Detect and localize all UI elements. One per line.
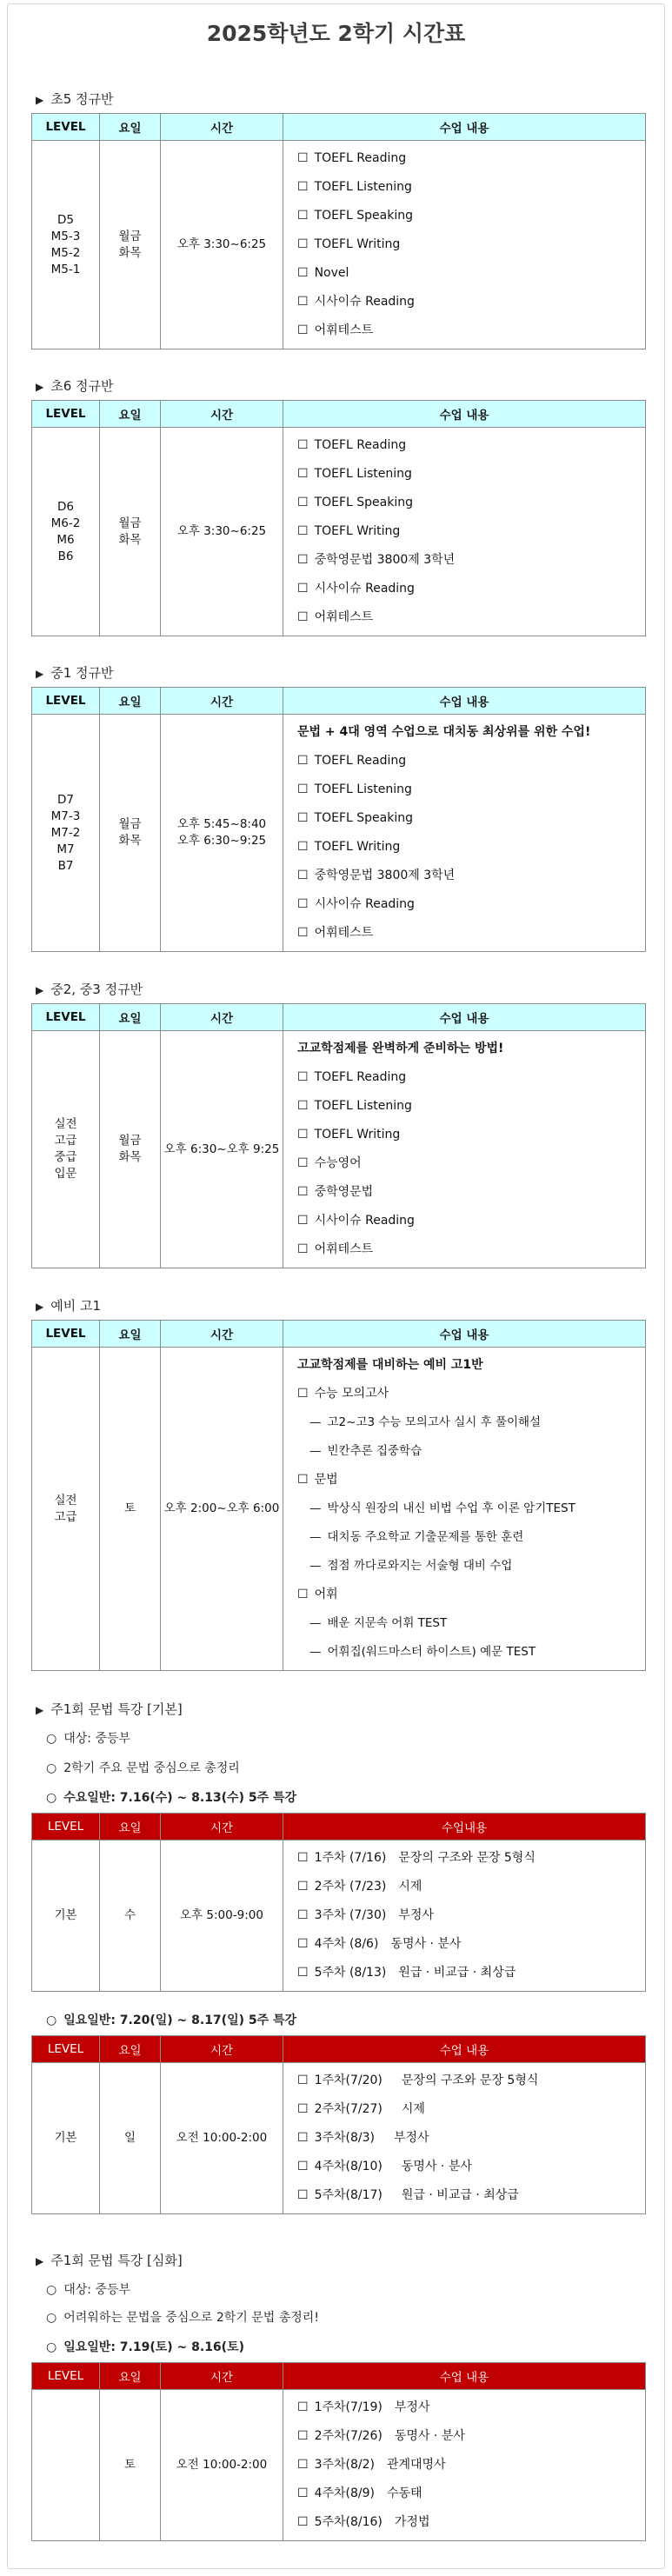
description-line: ○ 2학기 주요 문법 중심으로 총정리 bbox=[46, 1761, 240, 1775]
list-item: ☐ 2주차(7/26) 동명사 · 분사 bbox=[297, 2429, 465, 2443]
triangle-icon: ▶ bbox=[36, 984, 44, 996]
list-item: ☐ 문법 bbox=[297, 1473, 338, 1487]
checkbox-icon: ☐ bbox=[297, 1880, 309, 1894]
checkbox-icon: ☐ bbox=[297, 1185, 309, 1199]
checkbox-icon: ☐ bbox=[297, 1851, 309, 1865]
checkbox-icon: ☐ bbox=[297, 2400, 309, 2414]
section-title: ▶ 중2, 중3 정규반 bbox=[36, 982, 143, 997]
table-row bbox=[32, 715, 646, 952]
list-item: ☐ 어휘테스트 bbox=[297, 1242, 374, 1256]
time-cell: 오후 3:30~6:25 bbox=[161, 428, 283, 636]
schedule-table bbox=[31, 2362, 646, 2541]
triangle-icon: ▶ bbox=[36, 381, 44, 393]
table-row bbox=[32, 2390, 646, 2541]
day-cell: 토 bbox=[100, 2390, 161, 2541]
table-row bbox=[32, 141, 646, 349]
list-item: ☐ TOEFL Speaking bbox=[297, 811, 414, 825]
checkbox-icon: ☐ bbox=[297, 496, 309, 509]
sub-item: — 박상식 원장의 내신 비법 수업 후 이론 암기TEST bbox=[309, 1501, 576, 1515]
checkbox-icon: ☐ bbox=[297, 2188, 309, 2202]
sub-item: — 배운 지문속 어휘 TEST bbox=[309, 1616, 448, 1630]
checkbox-icon: ☐ bbox=[297, 610, 309, 624]
sub-item: — 고2~고3 수능 모의고사 실시 후 풀이해설 bbox=[309, 1415, 542, 1429]
checkbox-icon: ☐ bbox=[297, 524, 309, 538]
table-header-row: LEVEL 요일 시간 수업내용 bbox=[32, 1814, 646, 1840]
triangle-icon: ▶ bbox=[36, 94, 44, 106]
circle-icon: ○ bbox=[46, 1732, 57, 1746]
table-row bbox=[32, 1031, 646, 1268]
list-item: ☐ TOEFL Listening bbox=[297, 1099, 412, 1113]
list-item: ☐ 5주차(8/16) 가정법 bbox=[297, 2515, 430, 2529]
time-cell: 오후 5:00-9:00 bbox=[161, 1840, 283, 1992]
checkbox-icon: ☐ bbox=[297, 2458, 309, 2472]
content-cell bbox=[283, 141, 646, 349]
day-cell: 수 bbox=[100, 1840, 161, 1992]
checkbox-icon: ☐ bbox=[297, 209, 309, 223]
list-item: ☐ 4주차(8/10) 동명사 · 분사 bbox=[297, 2160, 472, 2173]
schedule-table bbox=[31, 1003, 646, 1268]
header-level: LEVEL bbox=[32, 114, 100, 141]
list-item: ☐ 3주차(8/2) 관계대명사 bbox=[297, 2458, 446, 2472]
table-row bbox=[32, 1348, 646, 1671]
checkbox-icon: ☐ bbox=[297, 1242, 309, 1256]
list-item: ☐ 4주차 (8/6) 동명사 · 분사 bbox=[297, 1937, 462, 1951]
checkbox-icon: ☐ bbox=[297, 1214, 309, 1228]
checkbox-icon: ☐ bbox=[297, 2102, 309, 2116]
content-cell bbox=[283, 428, 646, 636]
checkbox-icon: ☐ bbox=[297, 1156, 309, 1170]
time-cell: 오후 2:00~오후 6:00 bbox=[161, 1348, 283, 1671]
list-item: ☐ TOEFL Writing bbox=[297, 237, 401, 251]
target-line: ○ 대상: 중등부 bbox=[46, 1732, 131, 1746]
list-item: ☐ 3주차(8/3) 부정사 bbox=[297, 2131, 429, 2145]
list-item: ☐ 5주차 (8/13) 원급 · 비교급 · 최상급 bbox=[297, 1966, 516, 1980]
content-cell bbox=[283, 2390, 646, 2541]
day-cell: 월금 화목 bbox=[100, 1031, 161, 1268]
table-row bbox=[32, 428, 646, 636]
list-item: ☐ TOEFL Reading bbox=[297, 754, 407, 768]
table-row bbox=[32, 2063, 646, 2214]
level-cell: 기본 bbox=[32, 1840, 100, 1992]
list-item: ☐ Novel bbox=[297, 266, 349, 280]
day-cell: 일 bbox=[100, 2063, 161, 2214]
wednesday-heading: ○ 수요일반: 7.16(수) ~ 8.13(수) 5주 특강 bbox=[46, 1791, 297, 1805]
content-cell bbox=[283, 2063, 646, 2214]
level-cell: 실전 고급 중급 입문 bbox=[32, 1031, 100, 1268]
target-line: ○ 대상: 중등부 bbox=[46, 2283, 131, 2297]
schedule-table bbox=[31, 687, 646, 952]
checkbox-icon: ☐ bbox=[297, 2073, 309, 2087]
checkbox-icon: ☐ bbox=[297, 266, 309, 280]
checkbox-icon: ☐ bbox=[297, 1966, 309, 1980]
content-headline: 문법 + 4대 영역 수업으로 대치동 최상위를 위한 수업! bbox=[297, 725, 591, 739]
content-cell bbox=[283, 1031, 646, 1268]
circle-icon: ○ bbox=[46, 1761, 57, 1775]
section-title: ▶ 예비 고1 bbox=[36, 1298, 102, 1314]
checkbox-icon: ☐ bbox=[297, 840, 309, 854]
list-item: ☐ 시사이슈 Reading bbox=[297, 582, 415, 596]
triangle-icon: ▶ bbox=[36, 1301, 44, 1313]
list-item: ☐ 어휘테스트 bbox=[297, 926, 374, 940]
list-item: ☐ TOEFL Writing bbox=[297, 1128, 401, 1142]
sub-item: — 대치동 주요학교 기출문제를 통한 훈련 bbox=[309, 1530, 524, 1544]
checkbox-icon: ☐ bbox=[297, 582, 309, 596]
schedule-table bbox=[31, 113, 646, 349]
list-item: ☐ 중학영문법 3800제 3학년 bbox=[297, 869, 456, 882]
table-row bbox=[32, 1840, 646, 1992]
triangle-icon: ▶ bbox=[36, 668, 44, 680]
checkbox-icon: ☐ bbox=[297, 237, 309, 251]
class-heading: ○ 일요일반: 7.19(토) ~ 8.16(토) bbox=[46, 2340, 244, 2354]
page-title: 2025학년도 2학기 시간표 bbox=[206, 21, 466, 46]
circle-icon: ○ bbox=[46, 1791, 57, 1805]
triangle-icon: ▶ bbox=[36, 1704, 44, 1716]
list-item: ☐ 중학영문법 bbox=[297, 1185, 374, 1199]
day-cell: 토 bbox=[100, 1348, 161, 1671]
time-cell: 오후 3:30~6:25 bbox=[161, 141, 283, 349]
list-item: ☐ 1주차 (7/16) 문장의 구조와 문장 5형식 bbox=[297, 1851, 536, 1865]
checkbox-icon: ☐ bbox=[297, 553, 309, 567]
list-item: ☐ 2주차(7/27) 시제 bbox=[297, 2102, 425, 2116]
level-cell: D5 M5-3 M5-2 M5-1 bbox=[32, 141, 100, 349]
section-title: ▶ 주1회 문법 특강 [기본] bbox=[36, 1701, 183, 1717]
checkbox-icon: ☐ bbox=[297, 1099, 309, 1113]
time-cell: 오전 10:00-2:00 bbox=[161, 2063, 283, 2214]
content-cell bbox=[283, 1840, 646, 1992]
list-item: ☐ TOEFL Listening bbox=[297, 180, 412, 194]
list-item: ☐ 3주차 (7/30) 부정사 bbox=[297, 1908, 434, 1922]
list-item: ☐ TOEFL Writing bbox=[297, 524, 401, 538]
content-headline: 고교학점제를 완벽하게 준비하는 방법! bbox=[297, 1042, 504, 1055]
day-cell: 월금 화목 bbox=[100, 141, 161, 349]
section-title: ▶ 중1 정규반 bbox=[36, 665, 114, 681]
description-line: ○ 어려워하는 문법을 중심으로 2학기 문법 총정리! bbox=[46, 2311, 319, 2325]
list-item: ☐ 1주차(7/19) 부정사 bbox=[297, 2400, 430, 2414]
checkbox-icon: ☐ bbox=[297, 897, 309, 911]
list-item: ☐ TOEFL Writing bbox=[297, 840, 401, 854]
schedule-table bbox=[31, 1320, 646, 1671]
content-headline: 고교학점제를 대비하는 예비 고1반 bbox=[297, 1358, 483, 1372]
sub-item: — 빈칸추론 집중학습 bbox=[309, 1444, 422, 1458]
list-item: ☐ TOEFL Listening bbox=[297, 467, 412, 481]
checkbox-icon: ☐ bbox=[297, 1387, 309, 1401]
checkbox-icon: ☐ bbox=[297, 151, 309, 165]
checkbox-icon: ☐ bbox=[297, 1588, 309, 1601]
level-cell bbox=[32, 2390, 100, 2541]
sub-item: — 어휘집(워드마스터 하이스트) 예문 TEST bbox=[309, 1645, 536, 1659]
checkbox-icon: ☐ bbox=[297, 467, 309, 481]
checkbox-icon: ☐ bbox=[297, 323, 309, 337]
table-header-row: LEVEL 요일 시간 수업 내용 bbox=[32, 401, 646, 428]
checkbox-icon: ☐ bbox=[297, 295, 309, 309]
header-day: 요일 bbox=[100, 114, 161, 141]
table-header-row bbox=[32, 114, 646, 141]
time-cell: 오후 6:30~오후 9:25 bbox=[161, 1031, 283, 1268]
table-header-row: LEVEL 요일 시간 수업 내용 bbox=[32, 1004, 646, 1031]
checkbox-icon: ☐ bbox=[297, 1128, 309, 1142]
list-item: ☐ 중학영문법 3800제 3학년 bbox=[297, 553, 456, 567]
list-item: ☐ 1주차(7/20) 문장의 구조와 문장 5형식 bbox=[297, 2073, 539, 2087]
list-item: ☐ 어휘테스트 bbox=[297, 323, 374, 337]
checkbox-icon: ☐ bbox=[297, 811, 309, 825]
checkbox-icon: ☐ bbox=[297, 1908, 309, 1922]
list-item: ☐ 수능영어 bbox=[297, 1156, 362, 1170]
content-cell bbox=[283, 1348, 646, 1671]
checkbox-icon: ☐ bbox=[297, 1070, 309, 1084]
checkbox-icon: ☐ bbox=[297, 2486, 309, 2500]
list-item: ☐ 2주차 (7/23) 시제 bbox=[297, 1880, 422, 1894]
triangle-icon: ▶ bbox=[36, 2255, 44, 2267]
day-cell: 월금 화목 bbox=[100, 428, 161, 636]
header-content: 수업 내용 bbox=[283, 114, 646, 141]
section-title: ▶ 초6 정규반 bbox=[36, 378, 114, 394]
checkbox-icon: ☐ bbox=[297, 782, 309, 796]
checkbox-icon: ☐ bbox=[297, 2515, 309, 2529]
table-header-row: LEVEL 요일 시간 수업 내용 bbox=[32, 688, 646, 715]
list-item: ☐ 시사이슈 Reading bbox=[297, 897, 415, 911]
level-cell: D6 M6-2 M6 B6 bbox=[32, 428, 100, 636]
list-item: ☐ 시사이슈 Reading bbox=[297, 295, 415, 309]
list-item: ☐ TOEFL Reading bbox=[297, 438, 407, 452]
time-cell: 오후 5:45~8:40 오후 6:30~9:25 bbox=[161, 715, 283, 952]
list-item: ☐ 어휘 bbox=[297, 1588, 338, 1601]
checkbox-icon: ☐ bbox=[297, 2131, 309, 2145]
section-title: ▶ 주1회 문법 특강 [심화] bbox=[36, 2253, 183, 2268]
list-item: ☐ TOEFL Speaking bbox=[297, 496, 414, 509]
content-cell bbox=[283, 715, 646, 952]
level-cell: 기본 bbox=[32, 2063, 100, 2214]
table-header-row: LEVEL 요일 시간 수업 내용 bbox=[32, 1321, 646, 1348]
schedule-table bbox=[31, 2035, 646, 2214]
checkbox-icon: ☐ bbox=[297, 869, 309, 882]
level-cell: 실전 고급 bbox=[32, 1348, 100, 1671]
list-item: ☐ 5주차(8/17) 원급 · 비교급 · 최상급 bbox=[297, 2188, 519, 2202]
checkbox-icon: ☐ bbox=[297, 1937, 309, 1951]
circle-icon: ○ bbox=[46, 2340, 57, 2354]
checkbox-icon: ☐ bbox=[297, 2429, 309, 2443]
table-header-row: LEVEL 요일 시간 수업 내용 bbox=[32, 2036, 646, 2063]
schedule-page bbox=[7, 3, 665, 2569]
header-time: 시간 bbox=[161, 114, 283, 141]
checkbox-icon: ☐ bbox=[297, 1473, 309, 1487]
checkbox-icon: ☐ bbox=[297, 438, 309, 452]
checkbox-icon: ☐ bbox=[297, 2160, 309, 2173]
list-item: ☐ TOEFL Reading bbox=[297, 151, 407, 165]
level-cell: D7 M7-3 M7-2 M7 B7 bbox=[32, 715, 100, 952]
list-item: ☐ 수능 모의고사 bbox=[297, 1387, 389, 1401]
schedule-table bbox=[31, 400, 646, 636]
time-cell: 오전 10:00-2:00 bbox=[161, 2390, 283, 2541]
circle-icon: ○ bbox=[46, 2283, 57, 2297]
sub-item: — 점점 까다로와지는 서술형 대비 수업 bbox=[309, 1559, 513, 1573]
table-header-row: LEVEL 요일 시간 수업 내용 bbox=[32, 2363, 646, 2390]
list-item: ☐ 시사이슈 Reading bbox=[297, 1214, 415, 1228]
list-item: ☐ TOEFL Listening bbox=[297, 782, 412, 796]
circle-icon: ○ bbox=[46, 2014, 57, 2027]
list-item: ☐ TOEFL Speaking bbox=[297, 209, 414, 223]
list-item: ☐ 4주차(8/9) 수동태 bbox=[297, 2486, 422, 2500]
checkbox-icon: ☐ bbox=[297, 180, 309, 194]
list-item: ☐ 어휘테스트 bbox=[297, 610, 374, 624]
checkbox-icon: ☐ bbox=[297, 926, 309, 940]
list-item: ☐ TOEFL Reading bbox=[297, 1070, 407, 1084]
section-title: ▶ 초5 정규반 bbox=[36, 91, 114, 107]
day-cell: 월금 화목 bbox=[100, 715, 161, 952]
checkbox-icon: ☐ bbox=[297, 754, 309, 768]
circle-icon: ○ bbox=[46, 2311, 57, 2325]
schedule-table bbox=[31, 1813, 646, 1992]
sunday-heading: ○ 일요일반: 7.20(일) ~ 8.17(일) 5주 특강 bbox=[46, 2014, 297, 2027]
